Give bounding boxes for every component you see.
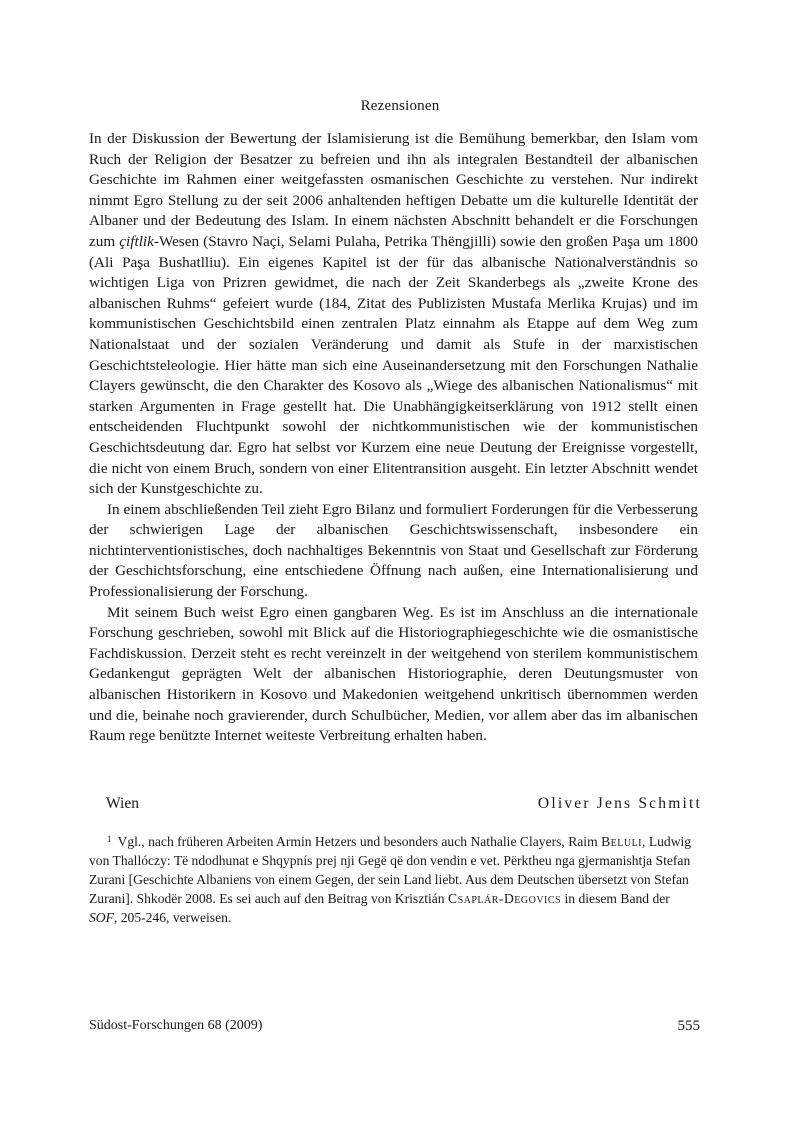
footnote-text xyxy=(89,834,691,925)
text-run: in diesem Band der xyxy=(561,890,670,906)
footnote xyxy=(89,830,700,928)
text-run: Beluli xyxy=(601,834,643,849)
signature-place: Wien xyxy=(106,795,139,812)
paragraph xyxy=(89,603,698,747)
text-run: Vgl., nach früheren Arbeiten Armin Hetzers und besonders auch Nathalie Clayers, Raim xyxy=(117,834,602,849)
text-run: Csaplár-Degovics xyxy=(448,890,562,906)
page-number: 555 xyxy=(677,1018,700,1034)
paragraph xyxy=(89,129,698,500)
text-run: -Wesen (Stavro Naçi, Selami Pulaha, Petrika Thëngjilli) sowie den großen Paşa um 1800 (Ali Paşa Bushatlliu). Ein eigenes Kapitel ist der für das albanische Nationalverständnis so wichtigen Liga von Prizren gewidmet, die nach der Zeit Skanderbegs als „zweite Krone des albanischen Ruhms“ gefeiert wurde (184, Zitat des Publizisten Mustafa Merlika Krujas) und im kommunistischen Geschichtsbild einen zentralen Platz einnahm als Etappe auf dem Weg zum Nationalstaat und der sozialen Veränderung und damit als Stufe in der marxistischen Geschichtsteleologie. Hier hätte man sich eine Auseinandersetzung mit den Forschungen Nathalie Clayers gewünscht, die den Charakter des Kosovo als „Wiege des albanischen Nationalismus“ mit starken Argumenten in Frage gestellt hat. Die Unabhängigkeitserklärung von 1912 stellt einen entscheidenden Fluchtpunkt sowohl der nichtkommunistischen wie der kommunistischen Geschichtsdeutung dar. Egro hat selbst vor Kurzem eine neue Deutung der Ereignisse vorgestellt, die nicht von einem Bruch, sondern von einer Elitentransition ausgeht. Ein letzter Abschnitt wendet sich der Kunstgeschichte zu. xyxy=(89,232,698,498)
text-run: çiftlik xyxy=(119,232,154,250)
text-run: In der Diskussion der Bewertung der Islamisierung ist die Bemühung bemerkbar, den Islam vom Ruch der Religion der Besatzer zu befreien und ihn als integralen Bestandteil der albanischen Geschichte im Rahmen einer weitgefassten osmanischen Geschichte zu verstehen. Nur indirekt nimmt Egro Stellung zu der seit 2006 anhaltenden heftigen Debatte um die kulturelle Identität der Albaner und der Bedeutung des Islam. In einem nächsten Abschnitt behandelt er die Forschungen zum xyxy=(89,130,698,250)
page-header: Rezensionen xyxy=(360,98,440,114)
page-footer xyxy=(89,1018,700,1038)
text-run: Mit seinem Buch weist Egro einen gangbaren Weg. Es ist im Anschluss an die internationale Forschung geschrieben, sowohl mit Blick auf die Historiographiegeschichte wie die osmanistische Fachdiskussion. Derzeit steht es recht vereinzelt in der weitgehend von sterilem kommunistischem Gedankengut geprägten Welt der albanischen Historiographie, deren Deutungsmuster von albanischen Historikern in Kosovo und Makedonien weitgehend unkritisch übernommen werden und die, beinahe noch gravierender, durch Schulbücher, Medien, vor allem aber das im albanischen Raum rege benützte Internet weiteste Verbreitung erhalten haben. xyxy=(89,603,698,745)
review-signature xyxy=(106,795,702,817)
article-body xyxy=(89,129,698,747)
footnote-marker: 1 xyxy=(107,834,112,844)
text-run: , Ludwig von Thallóczy: Të ndodhunat e Shqypnís prej nji Gegë që don vendin e vet. Përktheu nga gjermanishtja Stefan Zurani [Geschichte Albaniens von einem Gegen, der sein Land liebt. Aus dem Deutschen übersetzt von Stefan Zurani]. Shkodër 2008. Es sei auch auf den Beitrag von Krisztián xyxy=(89,834,692,906)
journal-citation: Südost-Forschungen 68 (2009) xyxy=(89,1018,263,1033)
text-run: In einem abschließenden Teil zieht Egro Bilanz und formuliert Forderungen für die Verbesserung der schwierigen Lage der albanischen Geschichtswissenschaft, insbesondere ein nichtinterventionistisches, doch nachhaltiges Bekenntnis von Staat und Gesellschaft zur Förderung der Geschichtsforschung, eine entschiedene Öffnung nach außen, eine Internationalisierung und Professionalisierung der Forschung. xyxy=(89,500,698,601)
text-run: SOF xyxy=(89,909,114,925)
signature-author: Oliver Jens Schmitt xyxy=(537,795,702,812)
text-run: , 205-246, verweisen. xyxy=(113,909,232,925)
paragraph xyxy=(89,500,698,603)
